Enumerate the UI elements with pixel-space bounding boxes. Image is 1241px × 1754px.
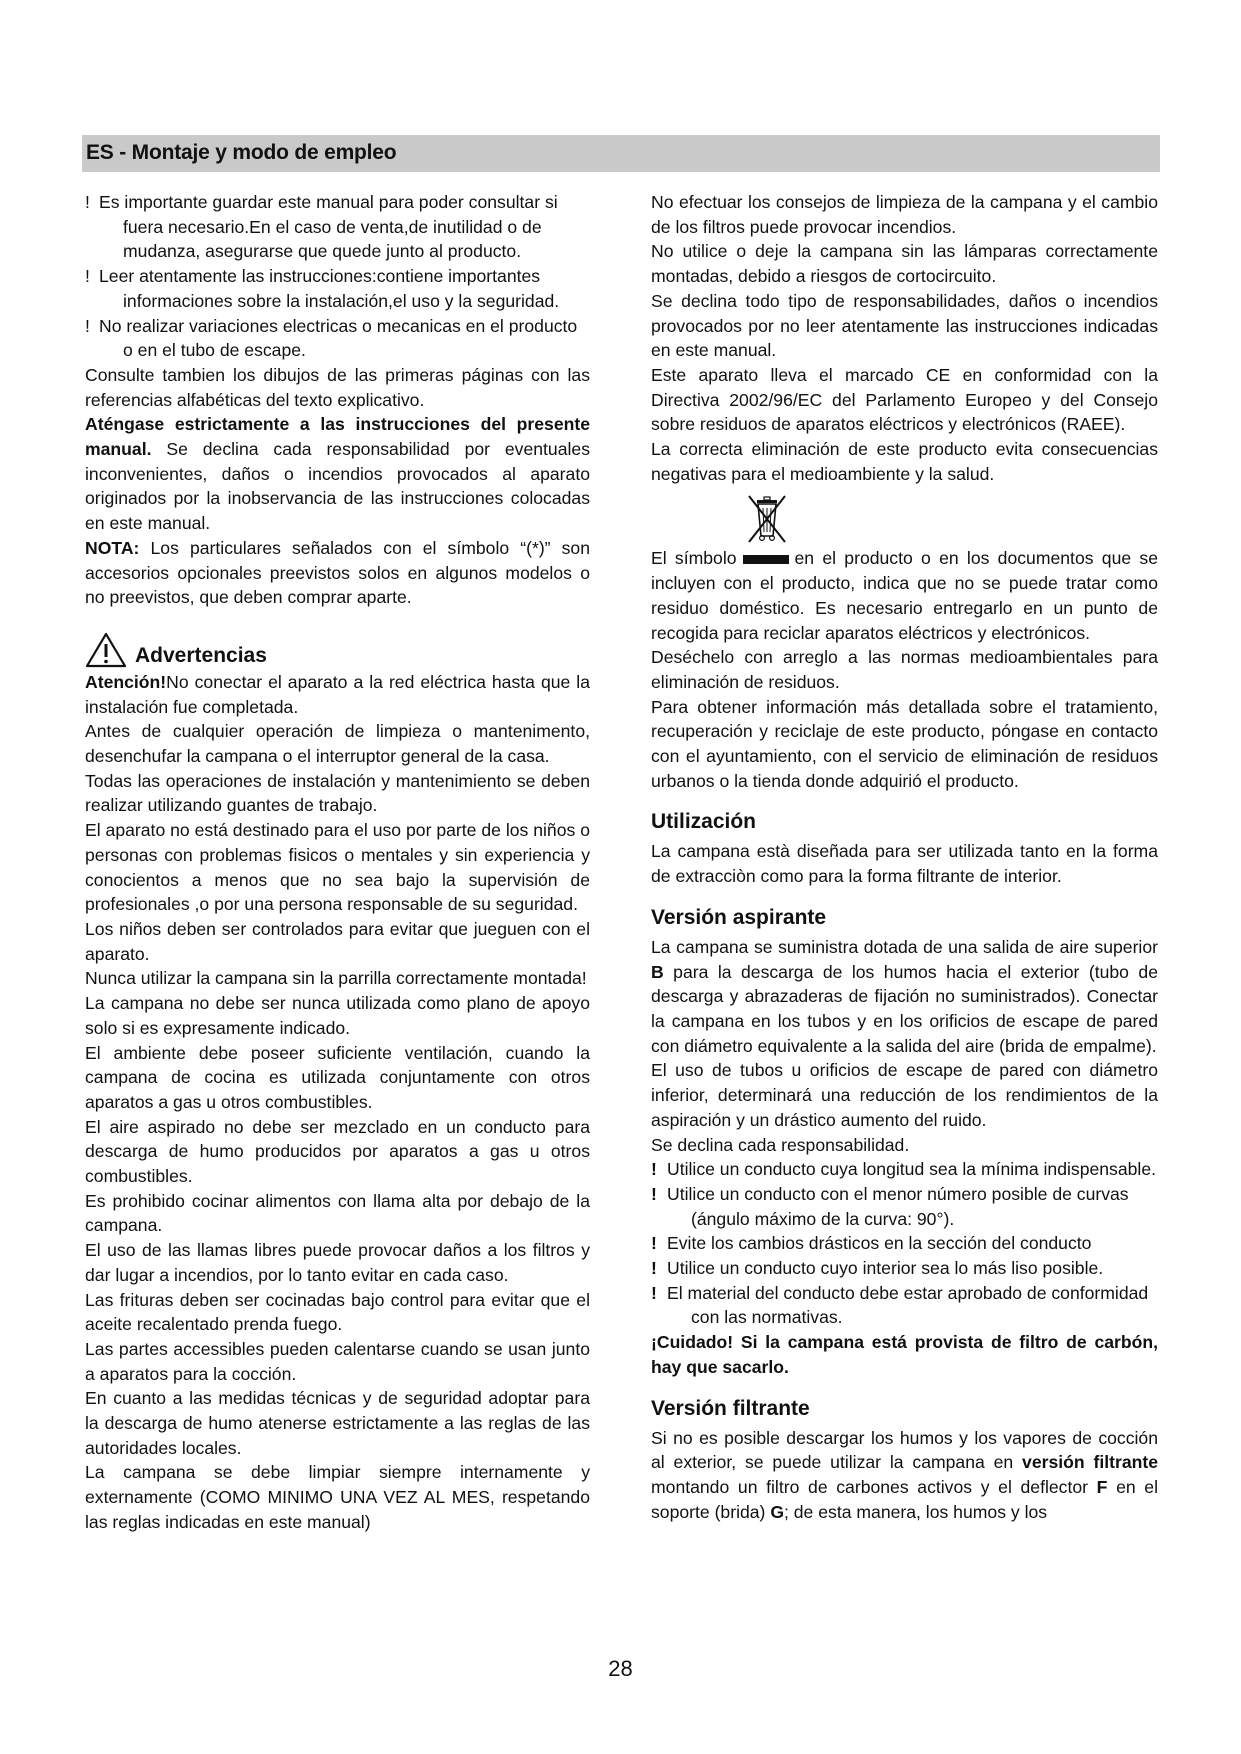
warning-paragraph: El aparato no está destinado para el uso por parte de los niños o personas con problemas fisicos o mentales y sin experiencia y conocientos a menos que no sea bajo la supervisión de profesionales ,o por una persona responsable de su seguridad. xyxy=(85,820,590,915)
warning-triangle-icon xyxy=(85,632,127,668)
left-column xyxy=(85,190,590,1535)
warning-paragraph: La campana se debe limpiar siempre internamente y externamente (COMO MINIMO UNA VEZ AL MES, respetando las reglas indicadas en este manual) xyxy=(85,1462,590,1532)
consult-paragraph: Consulte tambien los dibujos de las primeras páginas con las referencias alfabéticas del texto explicativo. xyxy=(85,364,590,410)
info-paragraph: Se declina todo tipo de responsabilidades, daños o incendios provocados por no leer atentamente las instrucciones indicadas en este manual. xyxy=(651,290,1158,361)
info-paragraph: Deséchelo con arreglo a las normas medioambientales para eliminación de residuos. xyxy=(651,647,1158,692)
warning-paragraph: El ambiente debe poseer suficiente ventilación, cuando la campana de cocina es utilizada conjuntamente con otros aparatos a gas u otros combustibles. xyxy=(85,1042,590,1112)
cuidado-paragraph: ¡Cuidado! Si la campana está provista de filtro de carbón, hay que sacarlo. xyxy=(651,1332,1158,1377)
page-number: 28 xyxy=(608,1656,633,1681)
filtrante-paragraph: Si no es posible descargar los humos y los vapores de cocción al exterior, se puede utilizar la campana en versión filtrante montando un filtro de carbones activos y el deflector F en el soporte (brida) G; de esta manera, los humos y los xyxy=(651,1427,1158,1522)
warning-paragraph: Las frituras deben ser cocinadas bajo control para evitar que el aceite recalentado prenda fuego. xyxy=(85,1289,590,1335)
advertencias-heading xyxy=(85,632,590,668)
aspirante-paragraph: El uso de tubos u orificios de escape de pared con diámetro inferior, determinará una reducción de los rendimientos de la aspiración y un drástico aumento del ruido. xyxy=(651,1060,1158,1130)
warning-paragraph: Es prohibido cocinar alimentos con llama alta por debajo de la campana. xyxy=(85,1190,590,1236)
bullet-item: ! Utilice un conducto cuya longitud sea la mínima indispensable. xyxy=(651,1159,1156,1180)
aspirante-paragraph: La campana se suministra dotada de una salida de aire superior B para la descarga de los humos hacia el exterior (tubo de descarga y abrazaderas de fijación no suministrados). Conectar la campana en los tubos y en los orificios de escape de pared con diámetro equivalente a la salida del aire (brida de empalme). xyxy=(651,936,1158,1056)
bullet-item: ! Utilice un conducto cuyo interior sea lo más liso posible. xyxy=(651,1258,1104,1279)
warning-paragraph: En cuanto a las medidas técnicas y de seguridad adoptar para la descarga de humo atenerse estrictamente a las reglas de las autoridades locales. xyxy=(85,1388,590,1458)
filtrante-heading: Versión filtrante xyxy=(651,1396,810,1420)
utilizacion-heading: Utilización xyxy=(651,810,757,834)
aspirante-paragraph: Se declina cada responsabilidad. xyxy=(651,1134,910,1155)
black-bar-symbol xyxy=(743,555,789,564)
atengase-paragraph: Aténgase estrictamente a las instrucciones del presente manual. Se declina cada responsabilidad por eventuales inconvenientes, daños o incendios provocados al aparato originados por la inobservancia de las instrucciones colocadas en este manual. xyxy=(85,414,590,534)
weee-crossed-bin-icon xyxy=(743,492,1158,546)
aspirante-heading: Versión aspirante xyxy=(651,905,827,929)
warning-paragraph: Todas las operaciones de instalación y mantenimiento se deben realizar utilizando guantes de trabajo. xyxy=(85,770,590,816)
info-paragraph: No utilice o deje la campana sin las lámparas correctamente montadas, debido a riesgos de cortocircuito. xyxy=(651,241,1158,287)
info-paragraph: La correcta eliminación de este producto evita consecuencias negativas para el medioambiente y la salud. xyxy=(651,439,1158,484)
warning-paragraph: Nunca utilizar la campana sin la parrilla correctamente montada! xyxy=(85,968,587,989)
bullet-item: ! Leer atentamente las instrucciones:contiene importantes informaciones sobre la instalación,el uso y la seguridad. xyxy=(85,266,560,311)
page-title: ES - Montaje y modo de empleo xyxy=(86,141,397,164)
info-paragraph: Este aparato lleva el marcado CE en conformidad con la Directiva 2002/96/EC del Parlamento Europeo y del Consejo sobre residuos de aparatos eléctricos y electrónicos (RAEE). xyxy=(651,364,1158,435)
bullet-item: ! Utilice un conducto con el menor número posible de curvas (ángulo máximo de la curva: 90°). xyxy=(651,1183,1129,1229)
info-paragraph: Para obtener información más detallada sobre el tratamiento, recuperación y reciclaje de este producto, póngase en contacto con el ayuntamiento, con el servicio de eliminación de residuos urbanos o la tienda donde adquirió el producto. xyxy=(651,696,1158,791)
advertencias-title: Advertencias xyxy=(135,643,267,667)
atencion-paragraph: Atención!No conectar el aparato a la red eléctrica hasta que la instalación fue completada. xyxy=(85,671,590,717)
bullet-item: ! No realizar variaciones electricas o mecanicas en el producto o en el tubo de escape. xyxy=(85,315,578,361)
symbol-paragraph: El símbolo en el producto o en los documentos que se incluyen con el producto, indica que no se puede tratar como residuo doméstico. Es necesario entregarlo en un punto de recogida para reciclar aparatos eléctricos y electrónicos. xyxy=(651,548,1158,643)
warning-paragraph: Las partes accessibles pueden calentarse cuando se usan junto a aparatos para la cocción. xyxy=(85,1338,590,1384)
warning-paragraph: El uso de las llamas libres puede provocar daños a los filtros y dar lugar a incendios, por lo tanto evitar en cada caso. xyxy=(85,1240,590,1285)
info-paragraph: No efectuar los consejos de limpieza de la campana y el cambio de los filtros puede provocar incendios. xyxy=(651,192,1158,237)
warning-paragraph: La campana no debe ser nunca utilizada como plano de apoyo solo si es expresamente indicado. xyxy=(85,993,590,1038)
utilizacion-paragraph: La campana està diseñada para ser utilizada tanto en la forma de extracciòn como para la forma filtrante de interior. xyxy=(651,841,1158,887)
nota-paragraph: NOTA: Los particulares señalados con el símbolo “(*)” son accesorios opcionales preevistos solos en algunos modelos o no preevistos, que deben comprar aparte. xyxy=(85,537,590,608)
right-column xyxy=(651,190,1158,1524)
bullet-item: ! Es importante guardar este manual para poder consultar si fuera necesario.En el caso de venta,de inutilidad o de mudanza, asegurarse que quede junto al producto. xyxy=(85,192,558,262)
warning-paragraph: Antes de cualquier operación de limpieza o mantenimento, desenchufar la campana o el interruptor general de la casa. xyxy=(85,721,590,767)
warning-paragraph: Los niños deben ser controlados para evitar que jueguen con el aparato. xyxy=(85,918,590,964)
warning-paragraph: El aire aspirado no debe ser mezclado en un conducto para descarga de humo producidos por aparatos a gas u otros combustibles. xyxy=(85,1116,590,1187)
bullet-item: ! Evite los cambios drásticos en la sección del conducto xyxy=(651,1233,1092,1254)
bullet-item: ! El material del conducto debe estar aprobado de conformidad con las normativas. xyxy=(651,1282,1149,1328)
